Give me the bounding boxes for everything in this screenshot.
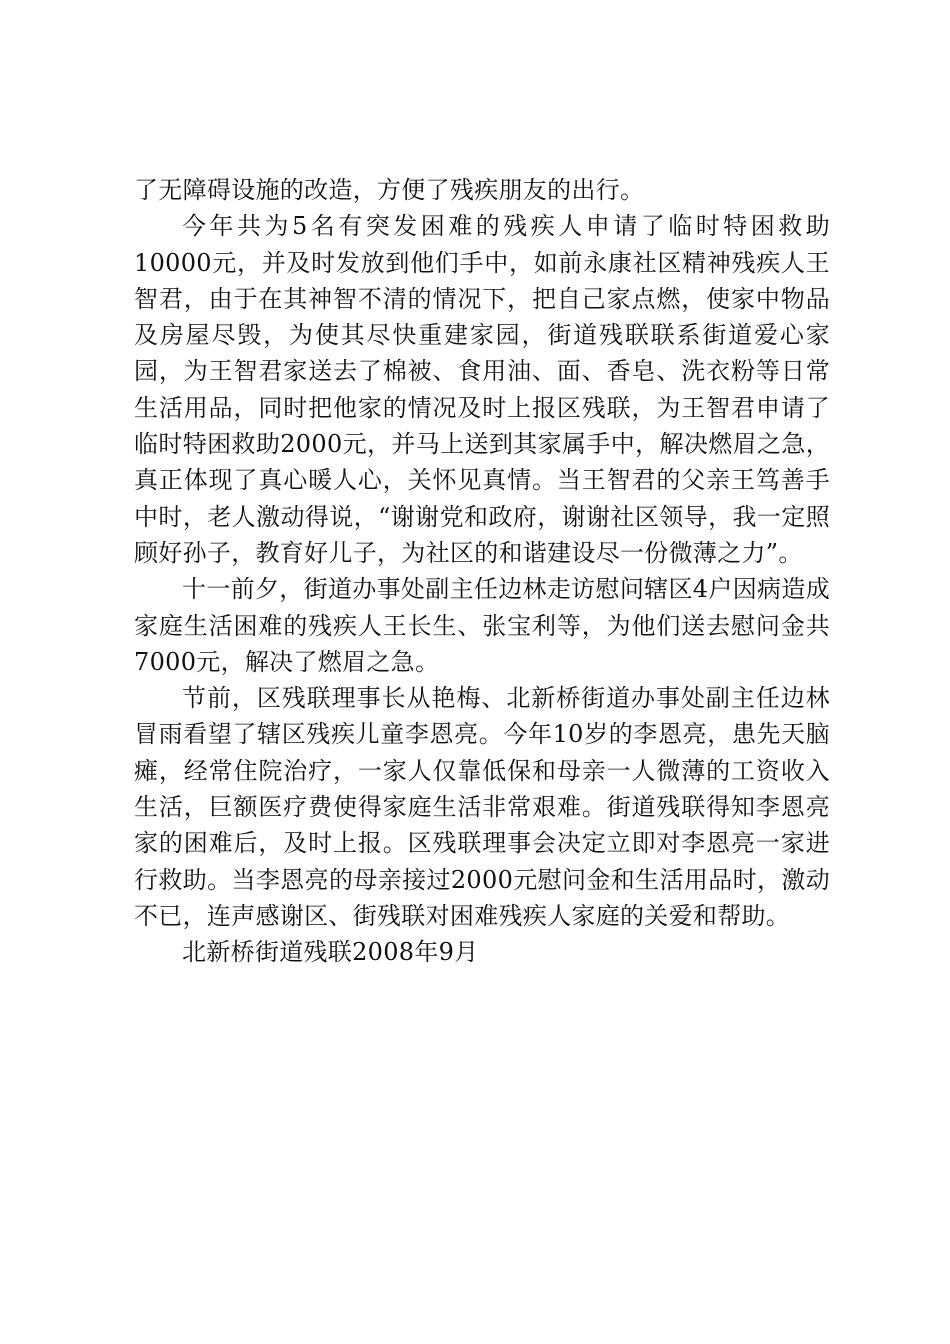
paragraph-emergency-aid: 今年共为5名有突发困难的残疾人申请了临时特困救助10000元，并及时发放到他们手中，如前永康社区精神残疾人王智君，由于在其神智不清的情况下，把自己家点燃，使家中物品及房屋尽毁，为使其尽快重建家园，街道残联联系街道爱心家园，为王智君家送去了棉被、食用油、面、香皂、洗衣粉等日常生活用品，同时把他家的情况及时上报区残联，为王智君申请了临时特困救助2000元，并马上送到其家属手中，解决燃眉之急，真正体现了真心暖人心，关怀见真情。当王智君的父亲王笃善手中时，老人激动得说，“谢谢党和政府，谢谢社区领导，我一定照顾好孙子，教育好儿子，为社区的和谐建设尽一份微薄之力”。 xyxy=(134,212,830,567)
document-body xyxy=(134,172,830,971)
paragraph-national-day-visit: 十一前夕，街道办事处副主任边林走访慰问辖区4户因病造成家庭生活困难的残疾人王长生、张宝利等，为他们送去慰问金共7000元，解决了燃眉之急。 xyxy=(134,575,830,676)
paragraph-child-visit: 节前，区残联理事长从艳梅、北新桥街道办事处副主任边林冒雨看望了辖区残疾儿童李恩亮。今年10岁的李恩亮，患先天脑瘫，经常住院治疗，一家人仅靠低保和母亲一人微薄的工资收入生活，巨额医疗费使得家庭生活非常艰难。街道残联得知李恩亮家的困难后，及时上报。区残联理事会决定立即对李恩亮一家进行救助。当李恩亮的母亲接过2000元慰问金和生活用品时，激动不已，连声感谢区、街残联对困难残疾人家庭的关爱和帮助。 xyxy=(134,684,830,930)
document-signature: 北新桥街道残联2008年9月 xyxy=(182,938,479,967)
paragraph-continuation: 了无障碍设施的改造，方便了残疾朋友的出行。 xyxy=(134,176,645,204)
